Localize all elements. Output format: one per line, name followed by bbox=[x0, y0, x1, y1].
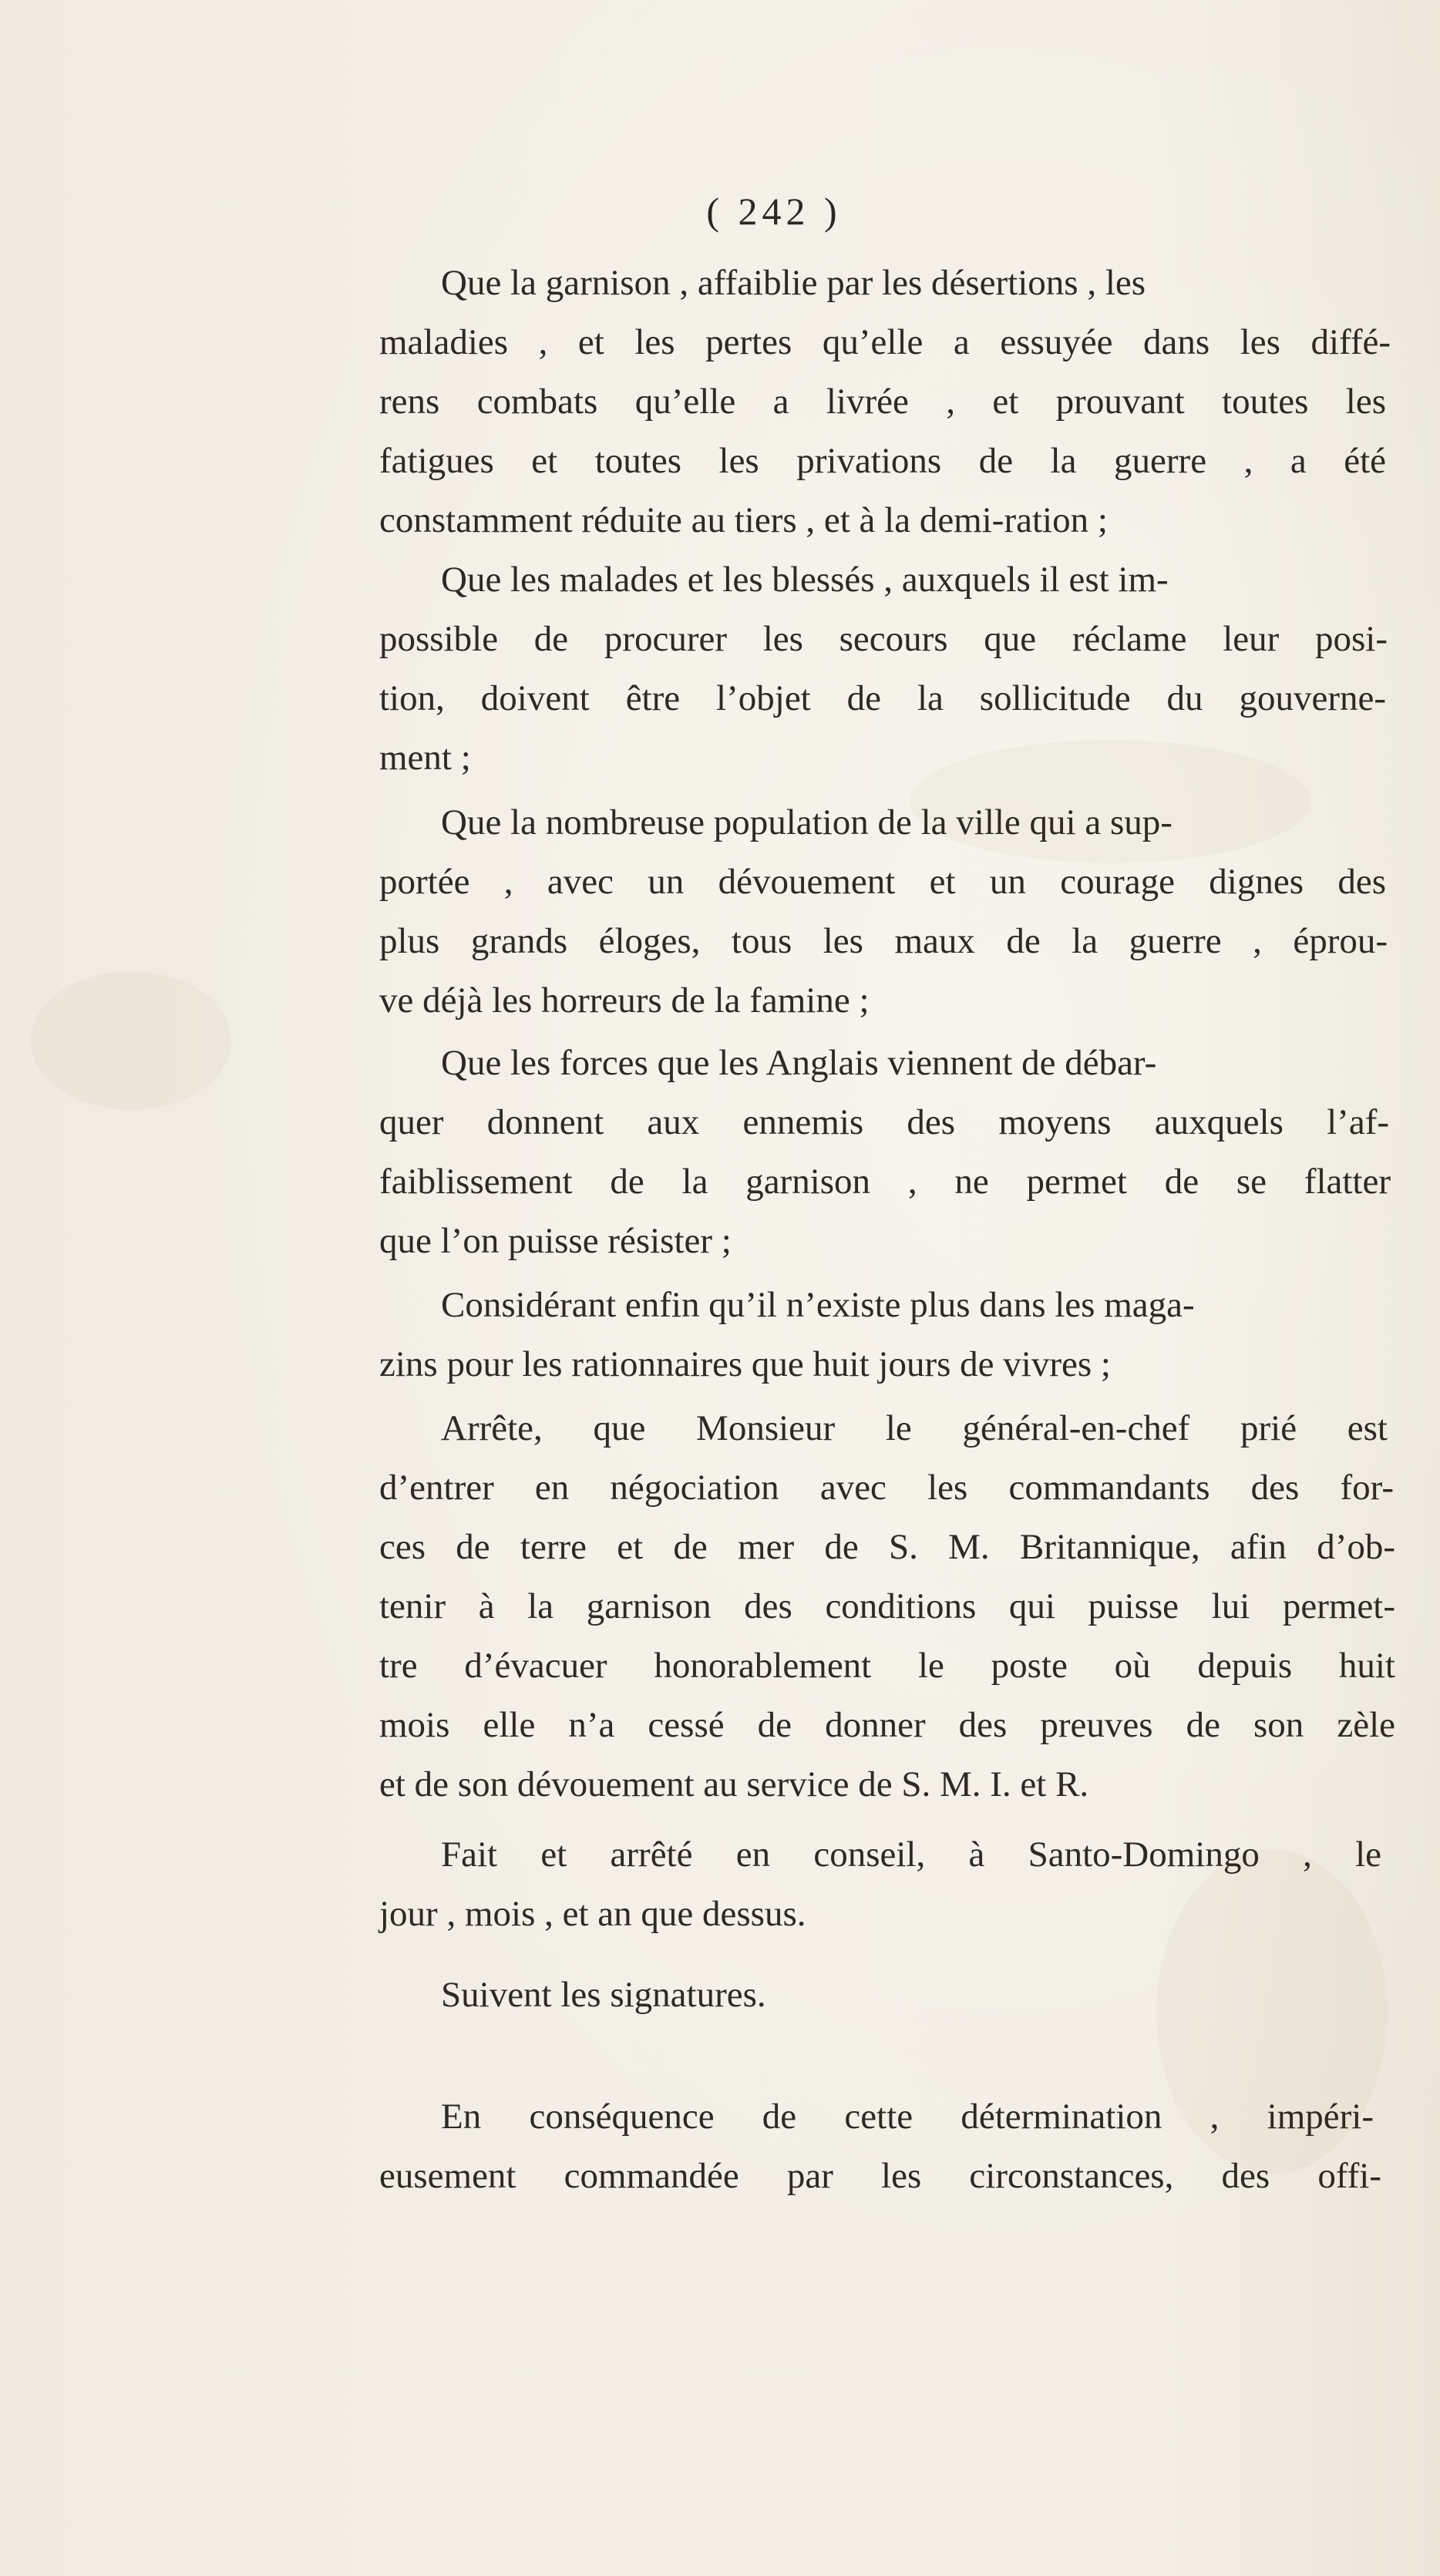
text-line: et de son dévouement au service de S. M. I. et R. bbox=[379, 1764, 1089, 1804]
text-line: mois elle n’a cessé de donner des preuves de son zèle bbox=[379, 1705, 1395, 1745]
text-line: Que les malades et les blessés , auxquels il est im- bbox=[441, 560, 1169, 600]
paper-stain bbox=[31, 971, 231, 1110]
text-line: rens combats qu’elle a livrée , et prouvant toutes les bbox=[379, 382, 1386, 422]
text-line: ve déjà les horreurs de la famine ; bbox=[379, 980, 870, 1021]
text-line: Que les forces que les Anglais viennent de débar- bbox=[441, 1043, 1157, 1083]
text-line: maladies , et les pertes qu’elle a essuyée dans les diffé- bbox=[379, 322, 1391, 362]
page-number: ( 242 ) bbox=[706, 190, 842, 233]
text-line: fatigues et toutes les privations de la guerre , a été bbox=[379, 441, 1386, 481]
text-line: Fait et arrêté en conseil, à Santo-Domingo , le bbox=[441, 1834, 1381, 1875]
text-line: d’entrer en négociation avec les commandants des for- bbox=[379, 1468, 1394, 1508]
text-line: Suivent les signatures. bbox=[441, 1975, 766, 2015]
text-line: tre d’évacuer honorablement le poste où depuis huit bbox=[379, 1646, 1395, 1686]
text-line: zins pour les rationnaires que huit jours de vivres ; bbox=[379, 1344, 1111, 1384]
text-line: faiblissement de la garnison , ne permet de se flatter bbox=[379, 1162, 1391, 1202]
text-line: Que la garnison , affaiblie par les désertions , les bbox=[441, 263, 1146, 303]
text-line: En conséquence de cette détermination , impéri- bbox=[441, 2097, 1374, 2137]
text-line: ces de terre et de mer de S. M. Britannique, afin d’ob- bbox=[379, 1527, 1395, 1567]
text-line: eusement commandée par les circonstances, des offi- bbox=[379, 2156, 1381, 2196]
text-line: Que la nombreuse population de la ville qui a sup- bbox=[441, 802, 1173, 842]
text-line: tenir à la garnison des conditions qui puisse lui permet- bbox=[379, 1586, 1395, 1626]
text-line: tion, doivent être l’objet de la sollicitude du gouverne- bbox=[379, 678, 1386, 718]
text-line: portée , avec un dévouement et un courage dignes des bbox=[379, 862, 1386, 902]
text-line: Arrête, que Monsieur le général-en-chef prié est bbox=[441, 1408, 1388, 1448]
text-line: constamment réduite au tiers , et à la demi-ration ; bbox=[379, 500, 1108, 540]
text-line: possible de procurer les secours que réclame leur posi- bbox=[379, 619, 1388, 659]
text-line: quer donnent aux ennemis des moyens auxquels l’af- bbox=[379, 1102, 1389, 1142]
text-line: plus grands éloges, tous les maux de la guerre , éprou- bbox=[379, 921, 1388, 961]
text-line: jour , mois , et an que dessus. bbox=[379, 1894, 806, 1934]
text-line: que l’on puisse résister ; bbox=[379, 1221, 732, 1261]
text-line: ment ; bbox=[379, 738, 471, 778]
text-line: Considérant enfin qu’il n’existe plus dans les maga- bbox=[441, 1285, 1195, 1325]
